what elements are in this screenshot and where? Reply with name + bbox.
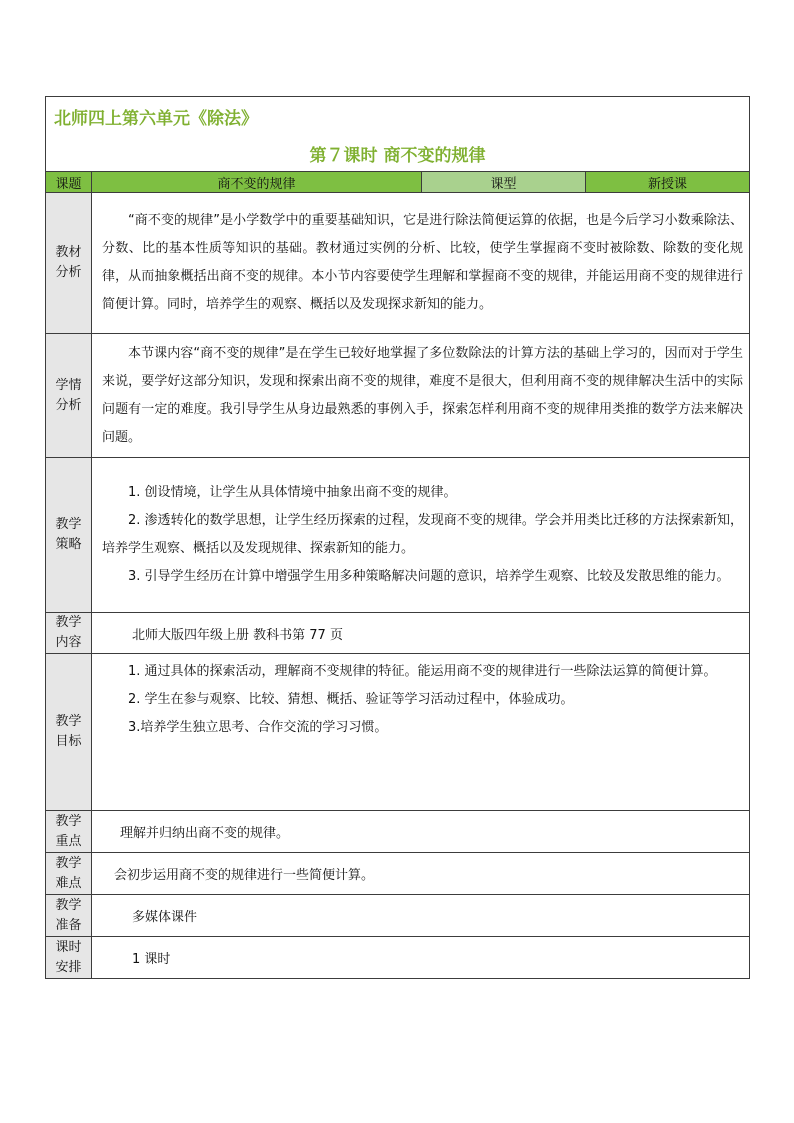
students-label-2: 分析 — [55, 397, 82, 413]
strategy-paragraph: 3. 引导学生经历在计算中增强学生用多种策略解决问题的意识，培养学生观察、比较及发散思维的能力。 — [128, 569, 730, 584]
schedule-label-2: 安排 — [55, 959, 82, 975]
strategy-row — [46, 458, 750, 613]
strategy-label — [46, 458, 92, 613]
students-paragraph: 本节课内容“商不变的规律”是在学生已较好地掌握了多位数除法的计算方法的基础上学习的，因而对于学生来说，要学好这部分知识，发现和探索出商不变的规律，难度不是很大，但利用商不变的规律解决生活中的实际问题有一定的难度。我引导学生从身边最熟悉的事例入手，探索怎样利用商不变的规律用类推的数学方法来解决问题。 — [102, 345, 743, 445]
strategy-label-2: 策略 — [55, 537, 82, 552]
difficulty-label — [46, 853, 92, 895]
strategy-text — [92, 458, 750, 613]
strategy-label-1: 教学 — [55, 517, 82, 532]
goals-paragraph: 2. 学生在参与观察、比较、猜想、概括、验证等学习活动过程中，体验成功。 — [128, 692, 574, 707]
prep-label-2: 准备 — [55, 917, 82, 933]
goals-paragraph: 3.培养学生独立思考、合作交流的学习习惯。 — [128, 720, 388, 735]
difficulty-text: 会初步运用商不变的规律进行一些简便计算。 — [92, 853, 750, 895]
students-text — [92, 334, 750, 458]
difficulty-label-1: 教学 — [55, 855, 82, 871]
difficulty-row — [46, 853, 750, 895]
content-text: 北师大版四年级上册 教科书第 77 页 — [92, 613, 750, 654]
prep-label — [46, 895, 92, 937]
schedule-label-1: 课时 — [55, 939, 82, 955]
key-label-1: 教学 — [55, 813, 82, 829]
goals-label — [46, 654, 92, 811]
content-row — [46, 613, 750, 654]
header-row — [46, 172, 750, 193]
material-label — [46, 193, 92, 334]
material-label-1: 教材 — [55, 245, 82, 260]
content-label-2: 内容 — [55, 635, 82, 650]
key-text: 理解并归纳出商不变的规律。 — [92, 811, 750, 853]
students-label — [46, 334, 92, 458]
schedule-text: 1 课时 — [92, 937, 750, 979]
prep-row — [46, 895, 750, 937]
strategy-paragraph: 1. 创设情境，让学生从具体情境中抽象出商不变的规律。 — [128, 485, 457, 500]
lesson-plan — [45, 96, 749, 979]
schedule-row — [46, 937, 750, 979]
topic-label: 课题 — [46, 172, 92, 193]
prep-label-1: 教学 — [55, 897, 82, 913]
key-row — [46, 811, 750, 853]
material-row — [46, 193, 750, 334]
prep-text: 多媒体课件 — [92, 895, 750, 937]
goals-text — [92, 654, 750, 811]
key-label — [46, 811, 92, 853]
schedule-label — [46, 937, 92, 979]
content-label-1: 教学 — [55, 615, 82, 630]
key-label-2: 重点 — [55, 833, 82, 849]
strategy-paragraph: 2. 渗透转化的数学思想，让学生经历探索的过程，发现商不变的规律。学会并用类比迁移的方法探索新知，培养学生观察、概括以及发现规律、探索新知的能力。 — [102, 513, 743, 556]
lesson-plan-table — [45, 96, 750, 979]
material-paragraph: “商不变的规律”是小学数学中的重要基础知识，它是进行除法简便运算的依据，也是今后学习小数乘除法、分数、比的基本性质等知识的基础。教材通过实例的分析、比较，使学生掌握商不变时被除数、除数的变化规律，从而抽象概括出商不变的规律。本小节内容要使学生理解和掌握商不变的规律，并能运用商不变的规律进行简便计算。同时，培养学生的观察、概括以及发现探求新知的能力。 — [102, 213, 743, 312]
content-label — [46, 613, 92, 654]
material-label-2: 分析 — [55, 265, 82, 280]
lesson-title: 第７课时 商不变的规律 — [46, 135, 750, 172]
students-row — [46, 334, 750, 458]
goals-row — [46, 654, 750, 811]
material-text — [92, 193, 750, 334]
topic-value: 商不变的规律 — [92, 172, 422, 193]
unit-title: 北师四上第六单元《除法》 — [46, 97, 750, 136]
goals-label-1: 教学 — [55, 714, 82, 729]
students-label-1: 学情 — [55, 377, 82, 393]
goals-label-2: 目标 — [55, 734, 82, 749]
goals-paragraph: 1. 通过具体的探索活动，理解商不变规律的特征。能运用商不变的规律进行一些除法运算的简便计算。 — [128, 664, 717, 679]
type-label: 课型 — [422, 172, 586, 193]
difficulty-label-2: 难点 — [55, 875, 82, 891]
type-value: 新授课 — [586, 172, 750, 193]
